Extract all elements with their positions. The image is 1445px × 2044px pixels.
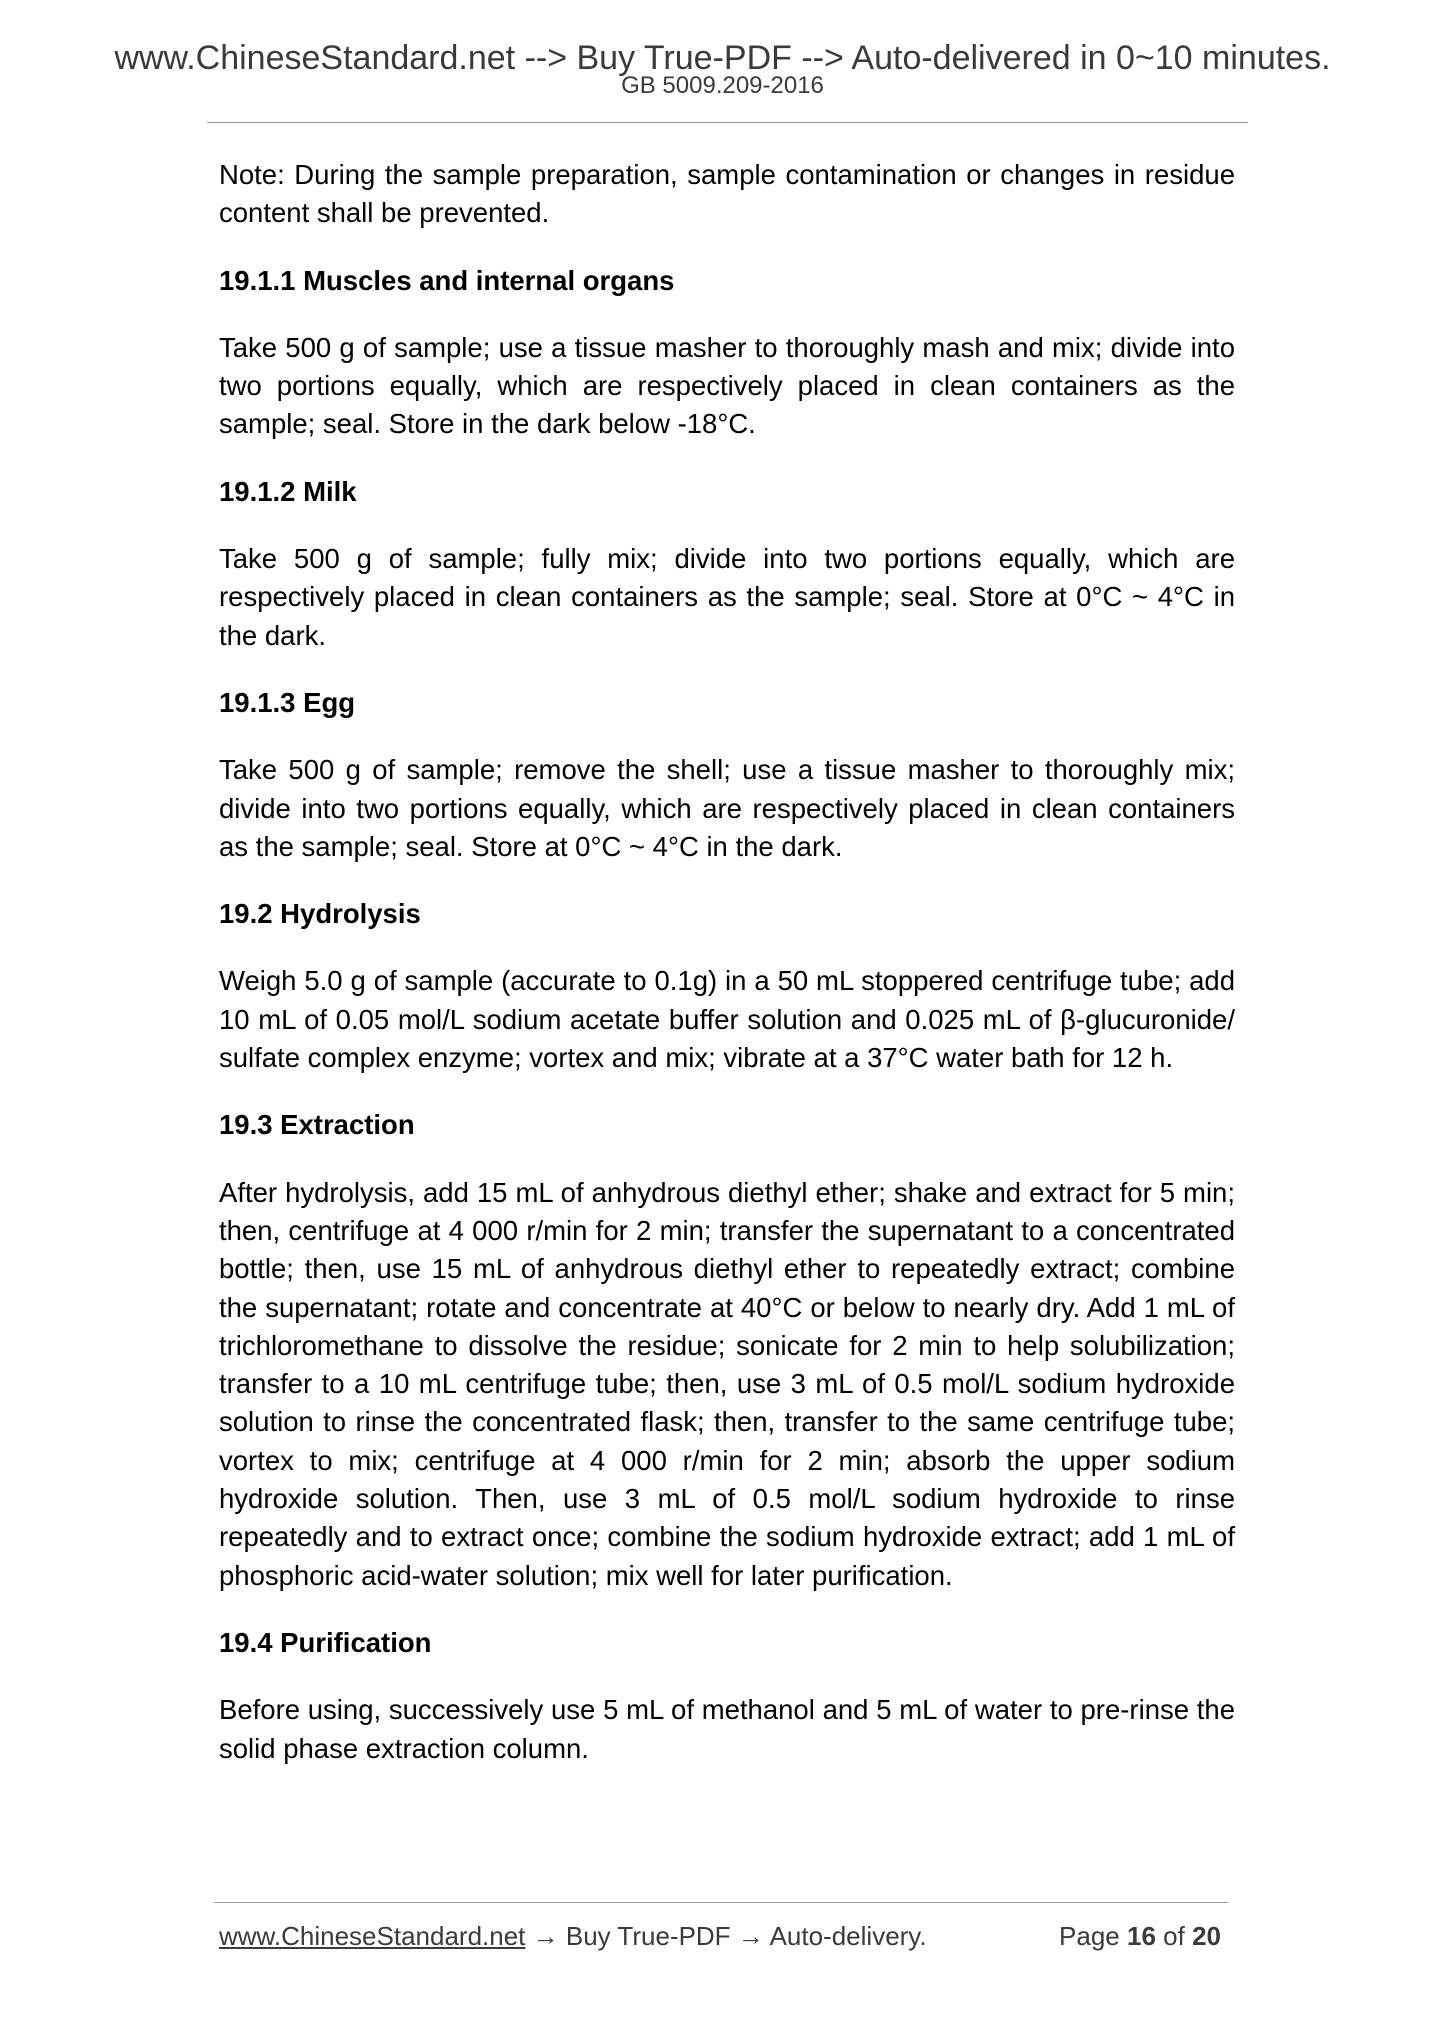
section-19-2-text: Weigh 5.0 g of sample (accurate to 0.1g) in a 50 mL stoppered centrifuge tube; add 10 mL of 0.05 mol/L sodium acetate buffer solution and 0.025 mL of β-glucuronide/ sulfate complex enzyme; vortex and mix; vibrate at a 37°C water bath for 12 h.	[219, 965, 1235, 1074]
page-footer	[219, 1920, 1228, 1952]
section-19-3-heading: 19.3 Extraction	[219, 1109, 415, 1141]
site-link[interactable]: www.ChineseStandard.net	[219, 1921, 526, 1951]
section-19-1-3-text: Take 500 g of sample; remove the shell; use a tissue masher to thoroughly mix; divide into two portions equally, which are respectively placed in clean containers as the sample; seal. Store at 0°C ~ 4°C in the dark.	[219, 754, 1235, 862]
page-indicator	[1059, 1920, 1221, 1952]
note-paragraph: Note: During the sample preparation, sample contamination or changes in residue content shall be prevented.	[219, 159, 1235, 229]
footer-divider	[214, 1902, 1228, 1903]
page-total: 20	[1192, 1921, 1221, 1951]
page-current: 16	[1127, 1921, 1156, 1951]
site-banner: www.ChineseStandard.net --> Buy True-PDF --> Auto-delivered in 0~10 minutes.	[114, 39, 1331, 77]
page-label: Page	[1059, 1921, 1120, 1951]
document-body	[219, 156, 1235, 1797]
section-19-2-heading: 19.2 Hydrolysis	[219, 898, 421, 930]
footer-tail-text: → Buy True-PDF → Auto-delivery.	[525, 1921, 927, 1951]
of-label: of	[1163, 1921, 1185, 1951]
section-19-1-2-text: Take 500 g of sample; fully mix; divide into two portions equally, which are respectively placed in clean containers as the sample; seal. Store at 0°C ~ 4°C in the dark.	[219, 543, 1235, 651]
header-divider	[207, 122, 1248, 123]
section-19-4-heading: 19.4 Purification	[219, 1626, 432, 1658]
section-19-3-text: After hydrolysis, add 15 mL of anhydrous diethyl ether; shake and extract for 5 min; then, centrifuge at 4 000 r/min for 2 min; transfer the supernatant to a concentrated bottle; then, use 15 mL of anhydrous diethyl ether to repeatedly extract; combine the supernatant; rotate and concentrate at 40°C or below to nearly dry. Add 1 mL of trichloromethane to dissolve the residue; sonicate for 2 min to help solubilization; transfer to a 10 mL centrifuge tube; then, use 3 mL of 0.5 mol/L sodium hydroxide solution to rinse the concentrated flask; then, transfer to the same centrifuge tube; vortex to mix; centrifuge at 4 000 r/min for 2 min; absorb the upper sodium hydroxide solution. Then, use 3 mL of 0.5 mol/L sodium hydroxide to rinse repeatedly and to extract once; combine the sodium hydroxide extract; add 1 mL of phosphoric acid-water solution; mix well for later purification.	[219, 1176, 1235, 1591]
section-19-1-3-heading: 19.1.3 Egg	[219, 686, 356, 718]
section-19-1-1-text: Take 500 g of sample; use a tissue masher to thoroughly mash and mix; divide into two portions equally, which are respectively placed in clean containers as the sample; seal. Store in the dark below -18°C.	[219, 331, 1235, 440]
section-19-4-text: Before using, successively use 5 mL of methanol and 5 mL of water to pre-rinse the solid phase extraction column.	[219, 1694, 1235, 1764]
section-19-1-1-heading: 19.1.1 Muscles and internal organs	[219, 264, 675, 296]
standard-code: GB 5009.209-2016	[621, 72, 824, 99]
footer-left	[219, 1921, 927, 1951]
section-19-1-2-heading: 19.1.2 Milk	[219, 475, 357, 507]
